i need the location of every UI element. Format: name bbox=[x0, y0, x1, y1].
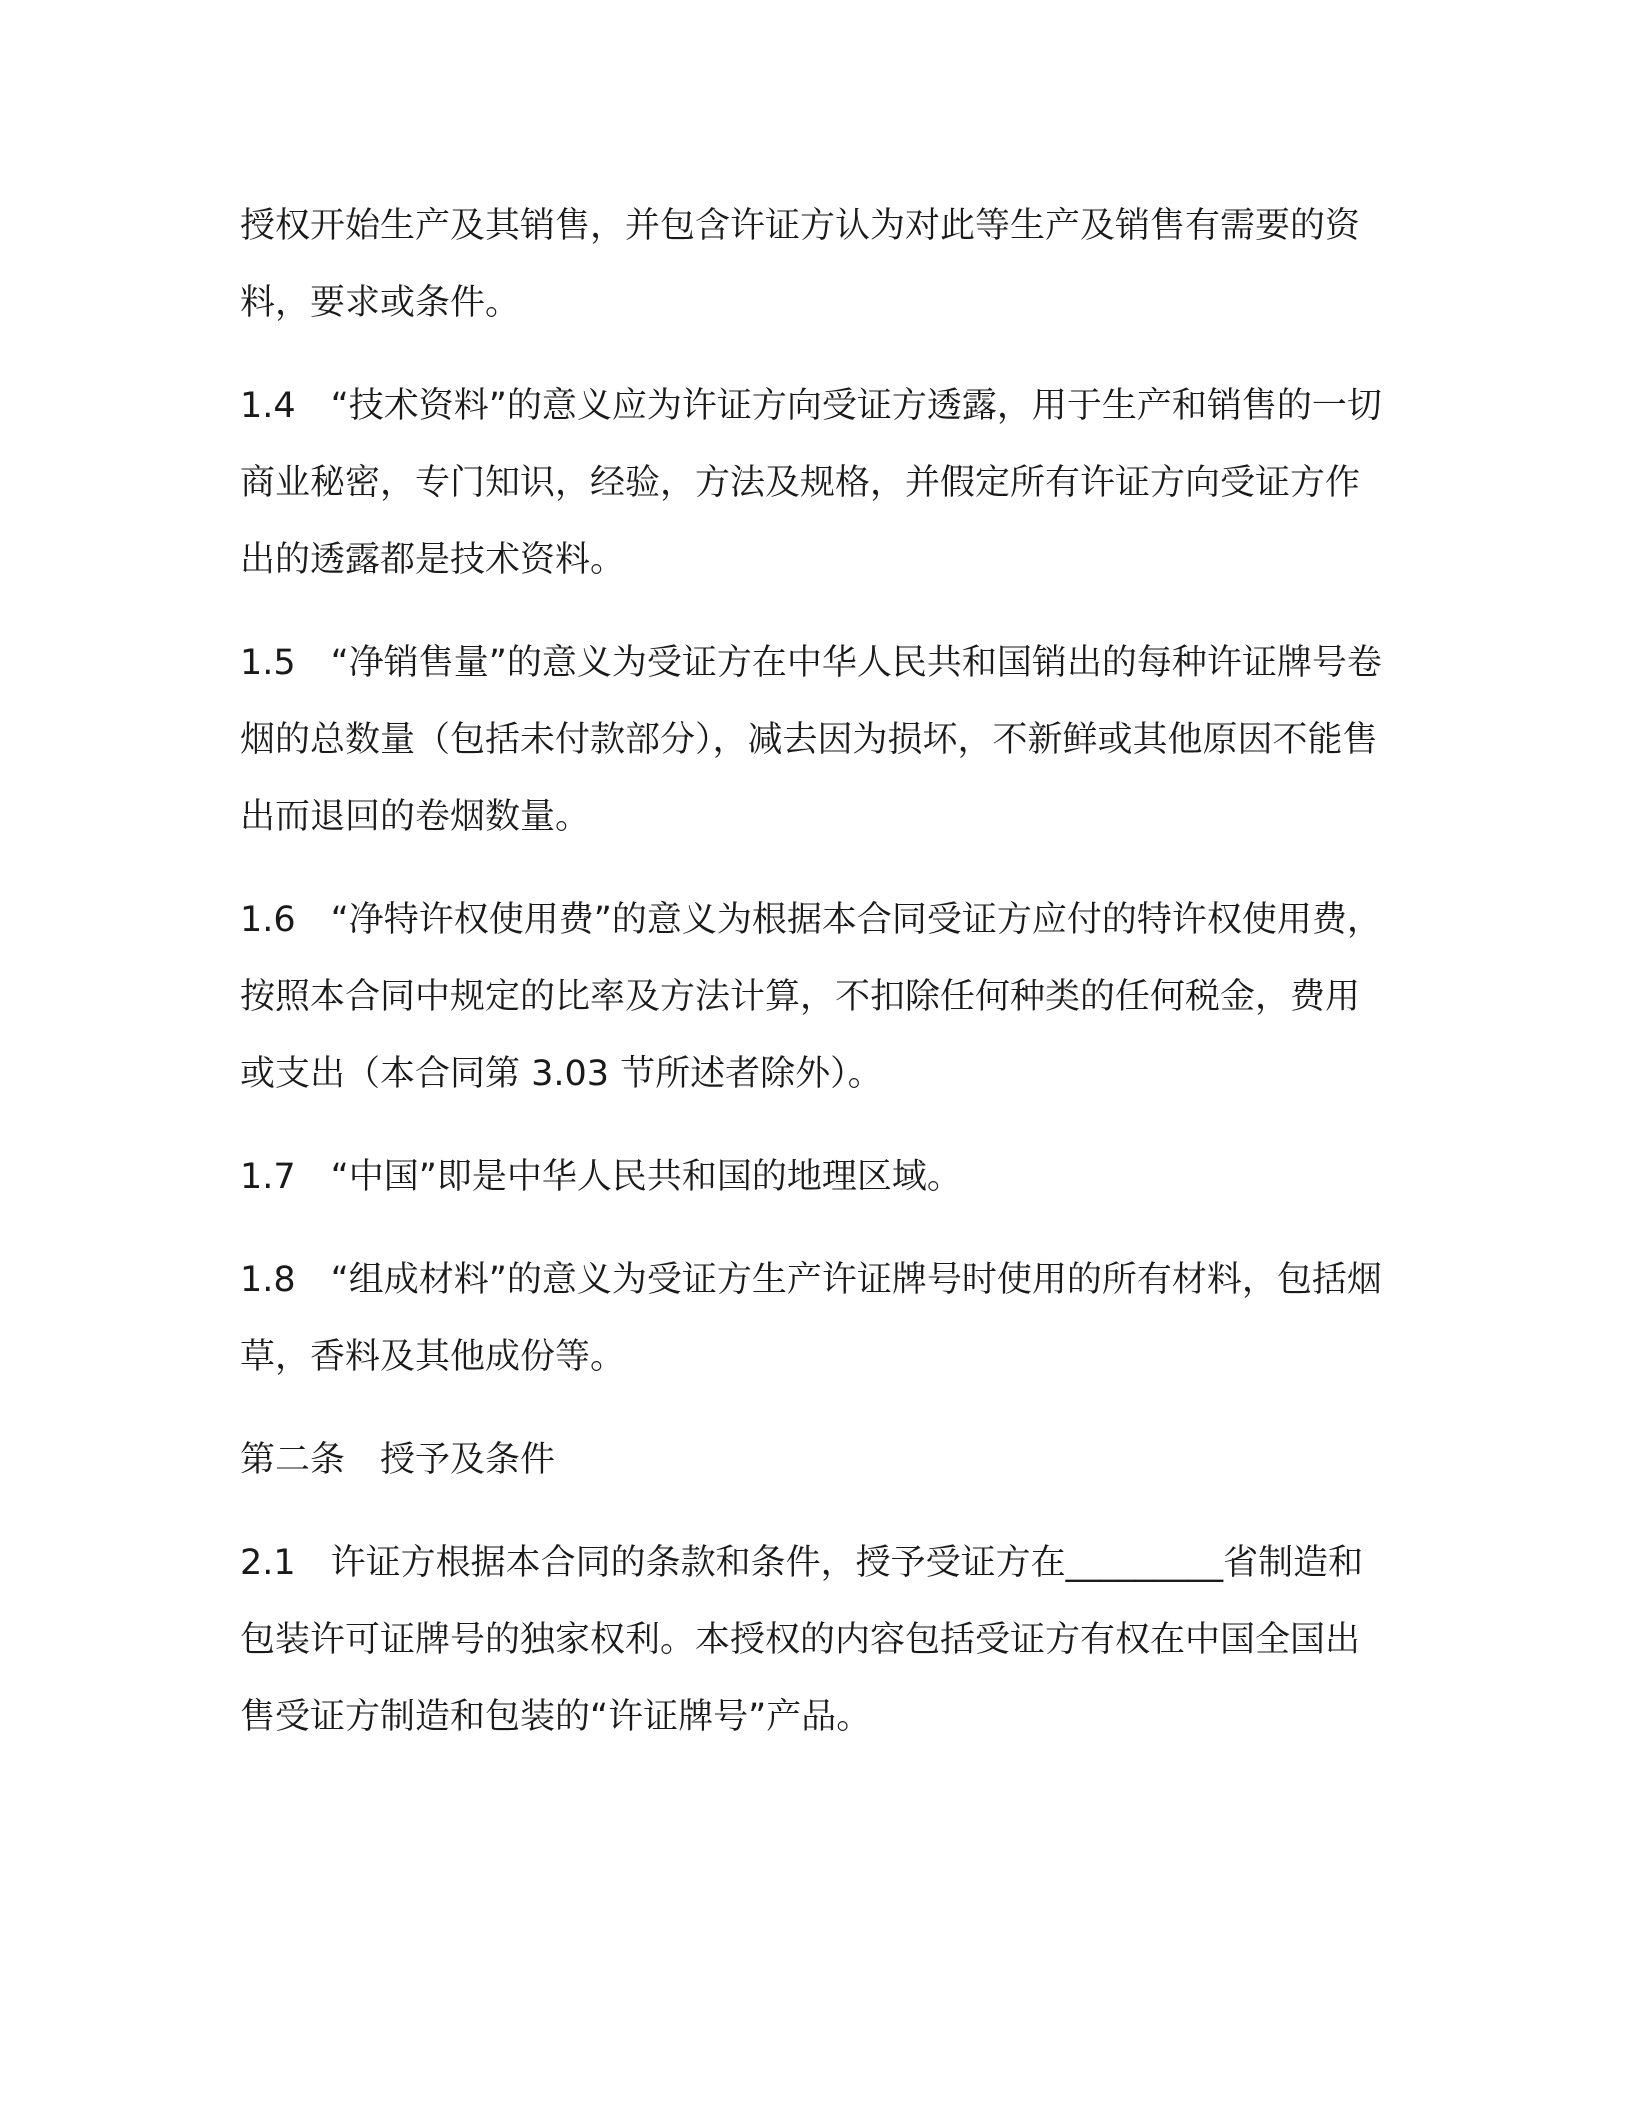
clause-1-7: 1.7 “中国”即是中华人民共和国的地理区域。 bbox=[240, 1157, 962, 1197]
clause-1-4: 1.4 “技术资料”的意义应为许证方向受证方透露，用于生产和销售的一切商业秘密，专门知识，经验，方法及规格，并假定所有许证方向受证方作出的透露都是技术资料。 bbox=[240, 386, 1382, 580]
clause-2-1: 2.1 许证方根据本合同的条款和条件，授予受证方在_________省制造和包装许可证牌号的独家权利。本授权的内容包括受证方有权在中国全国出售受证方制造和包装的“许证牌号”产品。 bbox=[240, 1543, 1364, 1737]
clause-1-8: 1.8 “组成材料”的意义为受证方生产许证牌号时使用的所有材料，包括烟草，香料及其他成份等。 bbox=[240, 1260, 1382, 1377]
article-2-heading: 第二条 授予及条件 bbox=[240, 1440, 556, 1480]
clause-1-6: 1.6 “净特许权使用费”的意义为根据本合同受证方应付的特许权使用费，按照本合同中规定的比率及方法计算，不扣除任何种类的任何税金，费用或支出（本合同第 3.03 节所述者除外）。 bbox=[240, 900, 1382, 1094]
paragraph-continuation: 授权开始生产及其销售，并包含许证方认为对此等生产及销售有需要的资料，要求或条件。 bbox=[240, 206, 1361, 323]
document-body bbox=[240, 188, 1390, 1756]
clause-1-5: 1.5 “净销售量”的意义为受证方在中华人民共和国销出的每种许证牌号卷烟的总数量（包括未付款部分），减去因为损坏，不新鲜或其他原因不能售出而退回的卷烟数量。 bbox=[240, 643, 1382, 837]
